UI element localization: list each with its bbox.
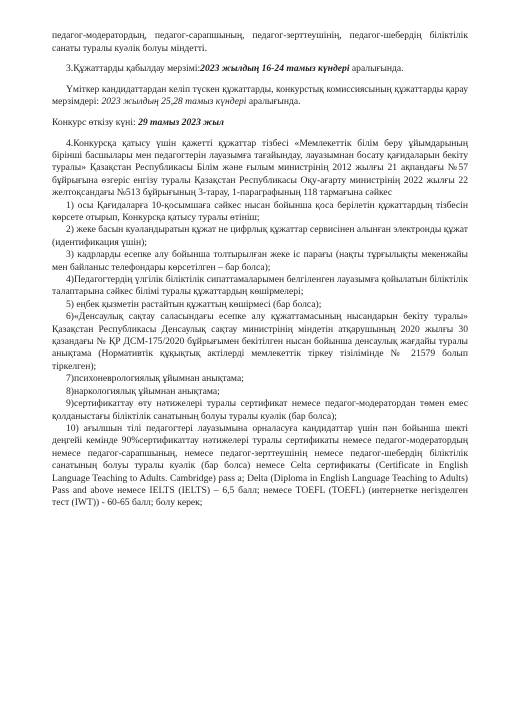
contest-date-label: Конкурс өткізу күні: — [52, 116, 139, 128]
paragraph-submission-period — [52, 63, 468, 76]
list-item-7: 7)психоневрологиялық ұйымнан анықтама; — [66, 373, 244, 385]
list-item-5: 5) еңбек қызметін растайтын құжаттың көшірмесі (бар болса); — [66, 298, 322, 310]
list-item-1: 1) осы Қағидаларға 10-қосымшаға сәйкес нысан бойынша қоса берілетін құжаттардың тізбесін көрсете отырып, Конкурсқа қатысу туралы өтініш; — [52, 199, 468, 223]
submission-period-dates: 2023 жылдың 16-24 тамыз күндері — [200, 63, 350, 75]
spacer — [52, 130, 468, 138]
paragraph-contest-date — [52, 117, 468, 130]
list-item-3: 3) кадрларды есепке алу бойынша толтырылған жеке іс парағы (нақты тұрғылықты мекенжайы мен байланыс телефондары көрсетілген – бар болса); — [52, 249, 468, 273]
paragraph-certificate-requirement: педагог-модератордың, педагог-сарапшының, педагог-зерттеушінің, педагог-шебердің біліктілік санаты туралы куәлік болуы міндетті. — [52, 30, 468, 54]
list-item-2: 2) жеке басын куәландыратын құжат не цифрлық құжаттар сервисінен алынған электронды құжат (идентификация үшін); — [52, 224, 468, 248]
list-item-4: 4)Педагогтердің үлгілік біліктілік сипаттамаларымен белгіленген лауазымға қойылатын біліктілік талаптарына сәйкес білімі туралы құжаттардың көшірмелері; — [52, 274, 468, 298]
list-item-10: 10) ағылшын тілі педагогтері лауазымына орналасуға кандидаттар үшін пән бойынша шекті деңгейі кемінде 90%сертификаттау нәтижелері туралы сертификаты немесе педагог-модератордың немесе педагог-сарапшының, немесе педагог-зерттеушінің немесе педагог-шебердің біліктілік санатының болуы туралы куәлік (бар болса) немесе Celta сертификаты (Certificate in English Language Teaching to Adults. Cambridge) pass а; Delta (Diploma in English Language Teaching to Adults) Pass and above немесе IELTS (IELTS) – 6,5 балл; немесе TOEFL (TOEFL) (интернетке негізделген тест (IWT)) - 60-65 балл; болу керек; — [52, 422, 468, 509]
paragraph-documents-list-intro: 4.Конкурсқа қатысу үшін қажетті құжаттар тізбесі «Мемлекеттік білім беру ұйымдарының бірінші басшылары мен педагогтерін лауазымға тағайындау, лауазымнан босату қағидаларын бекіту туралы» Қазақстан Республикасы Білім және ғылым министрінің 2012 жылғы 21 ақпандағы №57 бұйрығына өзгеріс енгізу туралы Қазақстан Республикасы Оқу-ағарту министрінің 2022 жылғы 22 желтоқсандағы №513 бұйрығының 3-тарау, 1-параграфының 118 тармағына сәйкес — [52, 137, 468, 199]
contest-date-value: 29 тамыз 2023 жыл — [138, 116, 224, 128]
review-period-label: Үміткер кандидаттардан келіп түскен құжаттарды, конкурстық комиссиясының құжаттарды қарау мерзімдері: — [52, 83, 468, 108]
spacer — [52, 76, 468, 84]
list-item-6: 6)«Денсаулық сақтау саласындағы есепке алу құжаттамасының нысандарын бекіту туралы» Қазақстан Республикасы Денсаулық сақтау министрінің міндетін атқарушының 2020 жылғы 30 қазандағы № ҚР ДСМ-175/2020 бұйрығымен бекітілген нысан бойынша денсаулық жағдайы туралы анықтама (Нормативтік құқықтық актілерді мемлекеттік тіркеу тізілімінде № 21579 болып тіркелген); — [52, 311, 468, 372]
review-period-dates: 2023 жылдың 25,28 тамыз күндері — [101, 96, 247, 108]
paragraph-review-period — [52, 84, 468, 109]
submission-period-label: 3.Құжаттарды қабылдау мерзімі: — [66, 63, 201, 75]
submission-period-tail: аралығында. — [349, 63, 404, 75]
spacer — [52, 55, 468, 63]
list-item-8: 8)наркологиялық ұйымнан анықтама; — [66, 385, 220, 397]
spacer — [52, 109, 468, 117]
list-item-9: 9)сертификаттау өту нәтижелері туралы сертификат немесе педагог-модератордан төмен емес қолданыстағы біліктілік санатының болуы туралы куәлік (бар болса); — [52, 398, 468, 422]
review-period-tail: аралығында. — [246, 96, 301, 108]
